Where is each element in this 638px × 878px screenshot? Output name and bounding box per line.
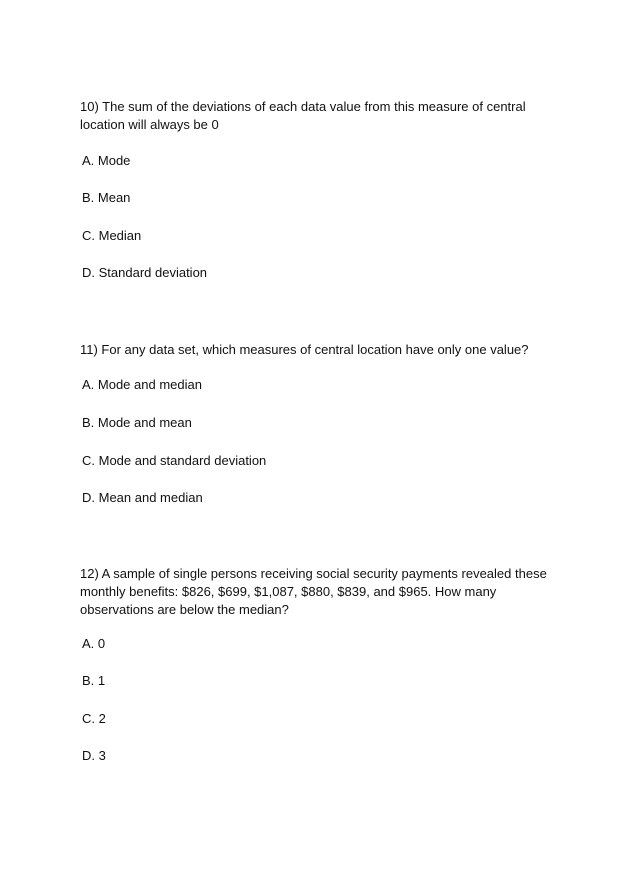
option-a: A. 0 <box>82 636 106 651</box>
question-10 <box>80 98 570 280</box>
option-c: C. Mode and standard deviation <box>82 453 267 468</box>
question-12 <box>80 565 570 763</box>
option-b: B. Mean <box>82 190 131 205</box>
option-d: D. Mean and median <box>82 490 203 505</box>
option-a: A. Mode and median <box>82 377 202 392</box>
question-text: 12) A sample of single persons receiving social security payments revealed these monthly benefits: $826, $699, $1,087, $880, $839, and $965. How many observations are below the median? <box>80 566 547 617</box>
question-text: 11) For any data set, which measures of central location have only one value? <box>80 342 529 357</box>
option-c: C. 2 <box>82 711 106 726</box>
option-d: D. 3 <box>82 748 106 763</box>
option-a: A. Mode <box>82 153 131 168</box>
question-11 <box>80 341 570 505</box>
option-c: C. Median <box>82 228 142 243</box>
option-b: B. 1 <box>82 673 106 688</box>
question-text: 10) The sum of the deviations of each data value from this measure of central location will always be 0 <box>80 99 526 132</box>
option-b: B. Mode and mean <box>82 415 192 430</box>
option-d: D. Standard deviation <box>82 265 208 280</box>
